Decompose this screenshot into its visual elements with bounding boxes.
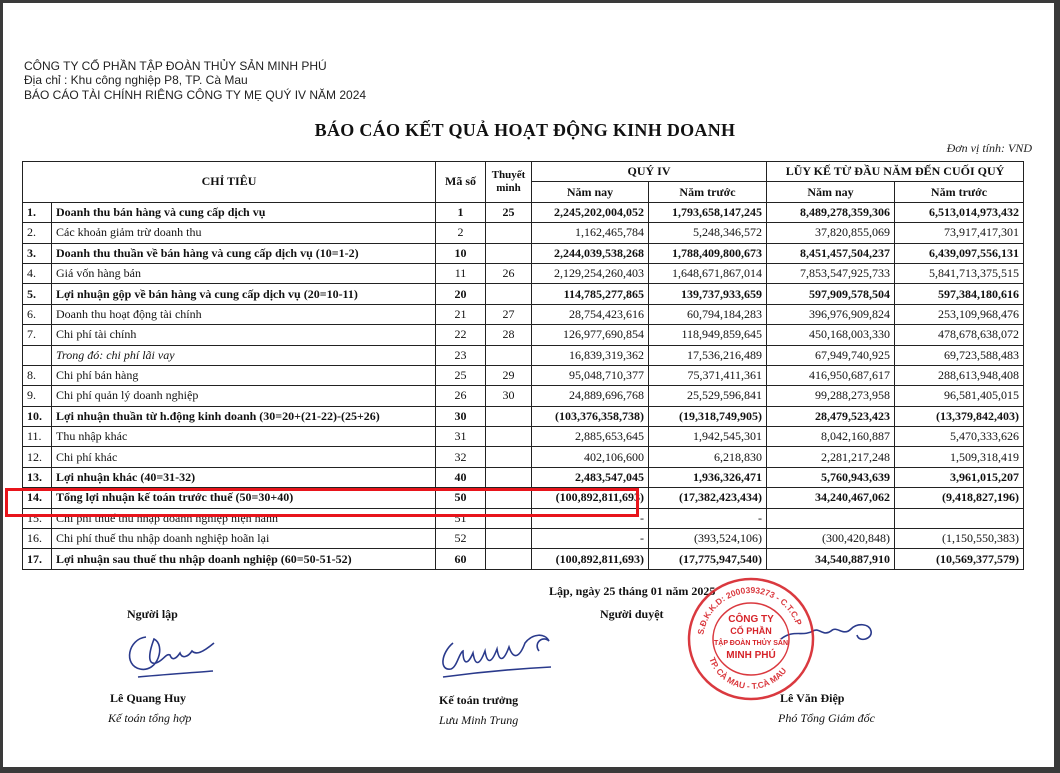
row-code: 1 — [436, 202, 486, 222]
quarter-previous-value: 1,793,658,147,245 — [649, 202, 767, 222]
ytd-current-value: 8,042,160,887 — [767, 427, 895, 447]
row-label: Giá vốn hàng bán — [52, 263, 436, 283]
ytd-previous-value: 597,384,180,616 — [895, 284, 1024, 304]
preparer-title: Kế toán tổng hợp — [108, 711, 192, 725]
seal-line-1: CÔNG TY — [728, 614, 774, 625]
ytd-current-value: 597,909,578,504 — [767, 284, 895, 304]
row-note — [486, 223, 532, 243]
row-note: 25 — [486, 202, 532, 222]
row-note: 27 — [486, 304, 532, 324]
ytd-current-value: 8,451,457,504,237 — [767, 243, 895, 263]
company-seal — [685, 575, 817, 703]
quarter-previous-value: (17,382,423,434) — [649, 488, 767, 508]
row-code: 52 — [436, 529, 486, 549]
header-thuyet-minh: Thuyết minh — [486, 162, 532, 203]
row-number: 5. — [23, 284, 52, 304]
row-code: 40 — [436, 467, 486, 487]
preparer-signature — [118, 625, 228, 685]
table-row — [23, 325, 1024, 345]
seal-city-text: TP. CÀ MAU - T.CÀ MAU — [707, 655, 789, 692]
ytd-previous-value: 5,470,333,626 — [895, 427, 1024, 447]
row-note: 30 — [486, 386, 532, 406]
table-row — [23, 263, 1024, 283]
quarter-current-value: 16,839,319,362 — [532, 345, 649, 365]
row-code: 2 — [436, 223, 486, 243]
quarter-current-value: 114,785,277,865 — [532, 284, 649, 304]
row-code: 26 — [436, 386, 486, 406]
ytd-current-value: 8,489,278,359,306 — [767, 202, 895, 222]
ytd-current-value: 28,479,523,423 — [767, 406, 895, 426]
table-row — [23, 427, 1024, 447]
quarter-previous-value: 25,529,596,841 — [649, 386, 767, 406]
header-quy-nam-nay: Năm nay — [532, 182, 649, 202]
quarter-previous-value: 1,648,671,867,014 — [649, 263, 767, 283]
quarter-current-value: 28,754,423,616 — [532, 304, 649, 324]
quarter-current-value: 1,162,465,784 — [532, 223, 649, 243]
table-row — [23, 223, 1024, 243]
seal-line-3: TẬP ĐOÀN THỦY SẢN — [713, 640, 789, 647]
header-quy-iv: QUÝ IV — [532, 162, 767, 182]
row-note — [486, 549, 532, 569]
ytd-previous-value: (13,379,842,403) — [895, 406, 1024, 426]
row-code: 23 — [436, 345, 486, 365]
quarter-previous-value: 5,248,346,572 — [649, 223, 767, 243]
ytd-current-value: 7,853,547,925,733 — [767, 263, 895, 283]
row-label: Chi phí thuế thu nhập doanh nghiệp hiện hành — [52, 508, 436, 528]
ytd-previous-value: (9,418,827,196) — [895, 488, 1024, 508]
currency-unit: Đơn vị tính: VND — [946, 141, 1032, 155]
ytd-current-value: 450,168,003,330 — [767, 325, 895, 345]
ytd-previous-value: 253,109,968,476 — [895, 304, 1024, 324]
quarter-previous-value: 139,737,933,659 — [649, 284, 767, 304]
quarter-previous-value: 1,942,545,301 — [649, 427, 767, 447]
document-page — [3, 3, 1054, 767]
row-code: 21 — [436, 304, 486, 324]
row-number: 4. — [23, 263, 52, 283]
row-number: 17. — [23, 549, 52, 569]
row-note: 28 — [486, 325, 532, 345]
row-note — [486, 467, 532, 487]
table-row — [23, 202, 1024, 222]
row-label: Doanh thu hoạt động tài chính — [52, 304, 436, 324]
ytd-previous-value: (10,569,377,579) — [895, 549, 1024, 569]
quarter-previous-value: 118,949,859,645 — [649, 325, 767, 345]
row-code: 32 — [436, 447, 486, 467]
row-number: 8. — [23, 365, 52, 385]
quarter-current-value: 2,885,653,645 — [532, 427, 649, 447]
row-number: 1. — [23, 202, 52, 222]
report-name: BÁO CÁO TÀI CHÍNH RIÊNG CÔNG TY MẸ QUÝ IV NĂM 2024 — [24, 88, 367, 102]
row-number: 2. — [23, 223, 52, 243]
quarter-current-value: - — [532, 508, 649, 528]
row-number: 15. — [23, 508, 52, 528]
row-label: Lợi nhuận gộp về bán hàng và cung cấp dịch vụ (20=10-11) — [52, 284, 436, 304]
row-number — [23, 345, 52, 365]
row-label: Lợi nhuận khác (40=31-32) — [52, 467, 436, 487]
quarter-previous-value: 1,788,409,800,673 — [649, 243, 767, 263]
row-code: 11 — [436, 263, 486, 283]
row-label: Chi phí khác — [52, 447, 436, 467]
seal-line-4: MINH PHÚ — [726, 650, 776, 661]
row-label: Lợi nhuận thuần từ h.động kinh doanh (30=20+(21-22)-(25+26) — [52, 406, 436, 426]
table-row — [23, 345, 1024, 365]
row-label: Chi phí tài chính — [52, 325, 436, 345]
ytd-previous-value: 1,509,318,419 — [895, 447, 1024, 467]
quarter-current-value: 95,048,710,377 — [532, 365, 649, 385]
row-label: Chi phí bán hàng — [52, 365, 436, 385]
ytd-current-value: 34,540,887,910 — [767, 549, 895, 569]
quarter-previous-value: 1,936,326,471 — [649, 467, 767, 487]
row-number: 14. — [23, 488, 52, 508]
row-note — [486, 427, 532, 447]
row-code: 22 — [436, 325, 486, 345]
company-address: Địa chỉ : Khu công nghiệp P8, TP. Cà Mau — [24, 73, 248, 87]
row-number: 9. — [23, 386, 52, 406]
table-row — [23, 386, 1024, 406]
header-chi-tieu: CHỈ TIÊU — [23, 162, 436, 203]
table-row — [23, 365, 1024, 385]
quarter-current-value: 402,106,600 — [532, 447, 649, 467]
report-date: Lập, ngày 25 tháng 01 năm 2025 — [549, 584, 716, 598]
quarter-previous-value: 17,536,216,489 — [649, 345, 767, 365]
ytd-current-value: 67,949,740,925 — [767, 345, 895, 365]
table-row — [23, 447, 1024, 467]
row-code: 50 — [436, 488, 486, 508]
table-row — [23, 243, 1024, 263]
ytd-previous-value: 96,581,405,015 — [895, 386, 1024, 406]
row-code: 25 — [436, 365, 486, 385]
row-label: Tổng lợi nhuận kế toán trước thuế (50=30+40) — [52, 488, 436, 508]
row-code: 30 — [436, 406, 486, 426]
chief-accountant-name: Lưu Minh Trung — [439, 713, 519, 727]
ytd-previous-value: 478,678,638,072 — [895, 325, 1024, 345]
quarter-previous-value: 6,218,830 — [649, 447, 767, 467]
ytd-current-value: 5,760,943,639 — [767, 467, 895, 487]
ytd-previous-value: 288,613,948,408 — [895, 365, 1024, 385]
quarter-previous-value: (393,524,106) — [649, 529, 767, 549]
row-label: Thu nhập khác — [52, 427, 436, 447]
highlight-box-row-14 — [5, 488, 639, 517]
table-row — [23, 406, 1024, 426]
row-note — [486, 345, 532, 365]
ytd-current-value: 34,240,467,062 — [767, 488, 895, 508]
row-label: Các khoản giảm trừ doanh thu — [52, 223, 436, 243]
ytd-current-value: 37,820,855,069 — [767, 223, 895, 243]
quarter-current-value: (103,376,358,738) — [532, 406, 649, 426]
row-code: 51 — [436, 508, 486, 528]
row-code: 60 — [436, 549, 486, 569]
row-code: 31 — [436, 427, 486, 447]
row-number: 6. — [23, 304, 52, 324]
row-note — [486, 243, 532, 263]
quarter-current-value: 126,977,690,854 — [532, 325, 649, 345]
ytd-previous-value: 3,961,015,207 — [895, 467, 1024, 487]
table-row — [23, 304, 1024, 324]
quarter-previous-value: 75,371,411,361 — [649, 365, 767, 385]
quarter-current-value: 2,244,039,538,268 — [532, 243, 649, 263]
director-name: Lê Văn Điệp — [780, 691, 845, 705]
table-row — [23, 467, 1024, 487]
table-row — [23, 549, 1024, 569]
quarter-current-value: 2,245,202,004,052 — [532, 202, 649, 222]
row-label: Doanh thu thuần về bán hàng và cung cấp dịch vụ (10=1-2) — [52, 243, 436, 263]
ytd-previous-value: (1,150,550,383) — [895, 529, 1024, 549]
ytd-current-value: 396,976,909,824 — [767, 304, 895, 324]
ytd-current-value — [767, 508, 895, 528]
ytd-previous-value: 6,513,014,973,432 — [895, 202, 1024, 222]
ytd-previous-value: 5,841,713,375,515 — [895, 263, 1024, 283]
ytd-previous-value — [895, 508, 1024, 528]
ytd-current-value: 416,950,687,617 — [767, 365, 895, 385]
ytd-current-value: 2,281,217,248 — [767, 447, 895, 467]
row-note — [486, 284, 532, 304]
ytd-previous-value: 73,917,417,301 — [895, 223, 1024, 243]
table-row — [23, 529, 1024, 549]
director-title: Phó Tổng Giám đốc — [778, 711, 875, 725]
quarter-previous-value: (19,318,749,905) — [649, 406, 767, 426]
row-note — [486, 447, 532, 467]
chief-accountant-role: Kế toán trưởng — [439, 693, 519, 707]
quarter-current-value: 24,889,696,768 — [532, 386, 649, 406]
ytd-current-value: (300,420,848) — [767, 529, 895, 549]
row-number: 7. — [23, 325, 52, 345]
row-number: 12. — [23, 447, 52, 467]
table-row — [23, 284, 1024, 304]
approver-role: Người duyệt — [600, 607, 664, 621]
row-label: Doanh thu bán hàng và cung cấp dịch vụ — [52, 202, 436, 222]
quarter-current-value: (100,892,811,693) — [532, 549, 649, 569]
quarter-current-value: 2,129,254,260,403 — [532, 263, 649, 283]
ytd-current-value: 99,288,273,958 — [767, 386, 895, 406]
svg-text:TP. CÀ MAU - T.CÀ MAU — [707, 656, 788, 691]
row-note — [486, 406, 532, 426]
row-number: 10. — [23, 406, 52, 426]
ytd-previous-value: 69,723,588,483 — [895, 345, 1024, 365]
row-label: Trong đó: chi phí lãi vay — [52, 345, 436, 365]
row-number: 16. — [23, 529, 52, 549]
row-note: 26 — [486, 263, 532, 283]
preparer-name: Lê Quang Huy — [110, 691, 187, 705]
quarter-previous-value: - — [649, 508, 767, 528]
header-luyke-nam-nay: Năm nay — [767, 182, 895, 202]
seal-line-2: CỔ PHẦN — [730, 626, 772, 636]
header-luyke-nam-truoc: Năm trước — [895, 182, 1024, 202]
quarter-previous-value: (17,775,947,540) — [649, 549, 767, 569]
header-quy-nam-truoc: Năm trước — [649, 182, 767, 202]
company-name: CÔNG TY CỔ PHẦN TẬP ĐOÀN THỦY SẢN MINH PHÚ — [24, 59, 327, 73]
header-ma-so: Mã số — [436, 162, 486, 203]
row-code: 10 — [436, 243, 486, 263]
row-number: 3. — [23, 243, 52, 263]
quarter-previous-value: 60,794,184,283 — [649, 304, 767, 324]
row-number: 13. — [23, 467, 52, 487]
quarter-current-value: (100,892,811,693) — [532, 488, 649, 508]
seal-ring-text: S.Đ.K.K.D: 2000393273 - C.T.C.P — [695, 584, 805, 636]
row-note — [486, 529, 532, 549]
row-label: Lợi nhuận sau thuế thu nhập doanh nghiệp (60=50-51-52) — [52, 549, 436, 569]
ytd-previous-value: 6,439,097,556,131 — [895, 243, 1024, 263]
quarter-current-value: 2,483,547,045 — [532, 467, 649, 487]
report-title: BÁO CÁO KẾT QUẢ HOẠT ĐỘNG KINH DOANH — [314, 120, 736, 140]
chief-accountant-signature — [433, 623, 563, 683]
row-label: Chi phí quản lý doanh nghiệp — [52, 386, 436, 406]
row-number: 11. — [23, 427, 52, 447]
preparer-role: Người lập — [127, 607, 178, 621]
header-luy-ke: LŨY KẾ TỪ ĐẦU NĂM ĐẾN CUỐI QUÝ — [767, 162, 1024, 182]
row-code: 20 — [436, 284, 486, 304]
row-label: Chi phí thuế thu nhập doanh nghiệp hoãn lại — [52, 529, 436, 549]
quarter-current-value: - — [532, 529, 649, 549]
row-note: 29 — [486, 365, 532, 385]
